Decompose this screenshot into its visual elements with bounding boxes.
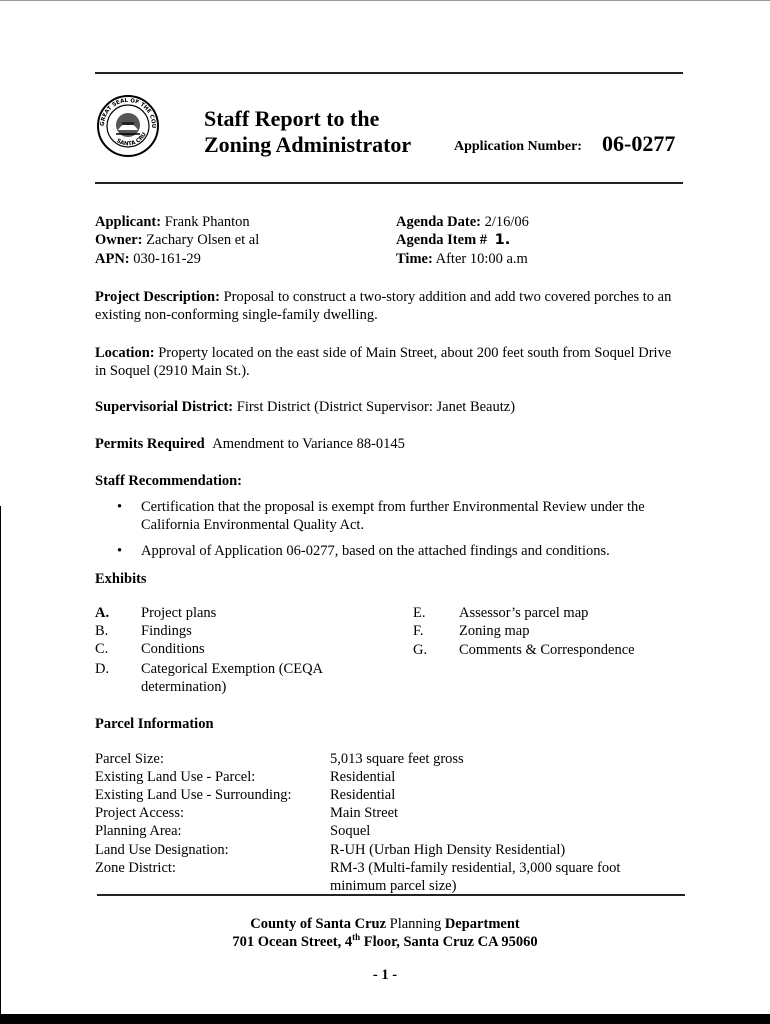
permits-required (95, 435, 405, 453)
top-edge-line (0, 0, 770, 1)
parcel-label: Parcel Size: (95, 751, 164, 767)
owner-row (95, 231, 259, 249)
footer-rule (97, 894, 685, 896)
permits-label: Permits Required (95, 436, 205, 452)
exhibit-item: G. Comments & Correspondence (413, 642, 635, 658)
supervisorial-label: Supervisorial District: (95, 399, 234, 415)
county-seal-icon (96, 94, 160, 158)
parcel-label: Zone District: (95, 860, 176, 876)
exhibit-item-continuation: determination) (141, 679, 227, 695)
owner-value: Zachary Olsen et al (146, 232, 260, 248)
project-description (95, 288, 685, 324)
owner-label: Owner: (95, 232, 143, 248)
parcel-label: Project Access: (95, 805, 184, 821)
time-label: Time: (396, 251, 433, 267)
location-label: Location: (95, 345, 155, 361)
supervisorial-text: First District (District Supervisor: Janet Beautz) (236, 399, 516, 415)
parcel-value: R-UH (Urban High Density Residential) (330, 842, 566, 858)
bottom-edge-bar (0, 1014, 770, 1024)
exhibit-item: D. Categorical Exemption (CEQA (95, 661, 324, 677)
apn-label: APN: (95, 251, 130, 267)
permits-text: Amendment to Variance 88-0145 (212, 436, 405, 452)
header-bottom-rule (95, 182, 683, 184)
application-number: 06-0277 (602, 131, 676, 156)
exhibit-item: B. Findings (95, 623, 192, 639)
svg-text:GREAT SEAL OF THE COUNTY OF: GREAT SEAL OF THE COU (99, 97, 157, 129)
recommendation-item: • Approval of Application 06-0277, based on the attached findings and conditions. (95, 542, 675, 560)
location (95, 344, 675, 380)
parcel-value-continuation: minimum parcel size) (330, 878, 457, 894)
parcel-value: Soquel (330, 823, 371, 839)
agenda-date-row (396, 213, 529, 231)
parcel-value: RM-3 (Multi-family residential, 3,000 square foot (330, 860, 621, 876)
agenda-item-row (396, 231, 510, 249)
staff-recommendation-list (95, 498, 675, 560)
parcel-value: 5,013 square feet gross (330, 751, 464, 767)
svg-text:SANTA CRUZ: SANTA CRU (115, 131, 148, 148)
exhibits-heading: Exhibits (95, 571, 147, 587)
exhibit-item: E. Assessor’s parcel map (413, 605, 589, 621)
apn-row (95, 250, 201, 268)
footer-address: 701 Ocean Street, 4th Floor, Santa Cruz CA 95060 (232, 932, 538, 950)
footer-department: County of Santa Cruz Planning Department (250, 916, 520, 932)
parcel-information-heading: Parcel Information (95, 716, 214, 732)
applicant-label: Applicant: (95, 214, 162, 230)
application-number-label: Application Number: (454, 139, 582, 154)
location-text: Property located on the east side of Main Street, about 200 feet south from Soquel Drive in Soquel (2910 Main St.). (95, 345, 672, 379)
applicant-row (95, 213, 250, 231)
recommendation-item: • Certification that the proposal is exempt from further Environmental Review under the California Environmental Quality Act. (95, 498, 675, 534)
agenda-date-value: 2/16/06 (484, 214, 529, 230)
exhibit-item: F. Zoning map (413, 623, 530, 639)
page-number: - 1 - (372, 967, 398, 983)
agenda-item-label: Agenda Item # (396, 232, 488, 248)
project-description-label: Project Description: (95, 289, 220, 305)
page-title-line2: Zoning Administrator (204, 132, 412, 157)
parcel-value: Residential (330, 769, 396, 785)
header-top-rule (95, 72, 683, 74)
parcel-label: Planning Area: (95, 823, 182, 839)
parcel-label: Existing Land Use - Parcel: (95, 769, 256, 785)
apn-value: 030-161-29 (133, 251, 201, 267)
exhibit-item: C. Conditions (95, 641, 205, 657)
parcel-value: Main Street (330, 805, 399, 821)
parcel-value: Residential (330, 787, 396, 803)
staff-recommendation-heading: Staff Recommendation: (95, 473, 242, 489)
supervisorial-district (95, 398, 515, 416)
parcel-label: Land Use Designation: (95, 842, 229, 858)
agenda-item-value: 1. (494, 232, 511, 248)
applicant-value: Frank Phanton (164, 214, 250, 230)
agenda-date-label: Agenda Date: (396, 214, 481, 230)
exhibit-item: A. Project plans (95, 605, 217, 621)
time-row (396, 250, 528, 268)
page-title-line1: Staff Report to the (204, 106, 380, 131)
project-description-text: Proposal to construct a two-story addition and add two covered porches to an existing non-conforming single-family dwelling. (95, 289, 672, 323)
time-value: After 10:00 a.m (435, 251, 528, 267)
parcel-label: Existing Land Use - Surrounding: (95, 787, 292, 803)
